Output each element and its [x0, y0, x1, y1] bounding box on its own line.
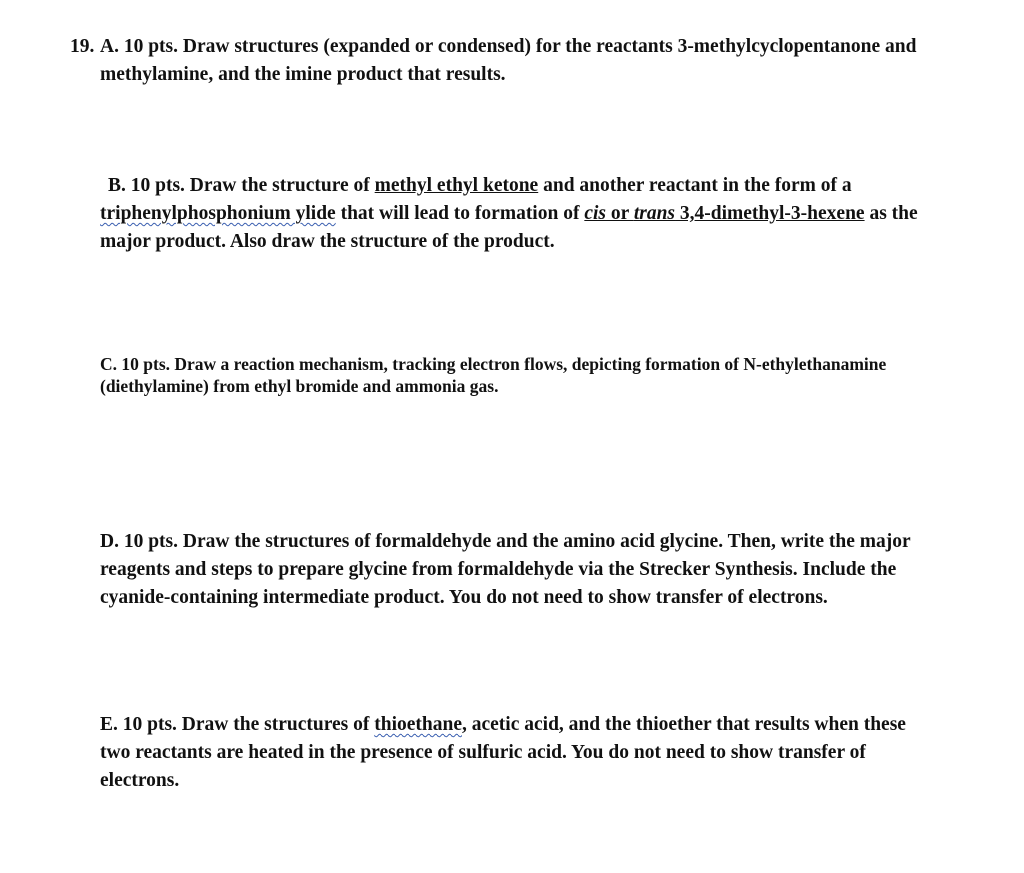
product-term [584, 203, 864, 224]
question-19e [100, 711, 1000, 795]
question-a-line2: methylamine, and the imine product that results. [100, 64, 506, 85]
question-b-text: B. 10 pts. Draw the structure of [108, 175, 375, 196]
question-a-line1: A. 10 pts. Draw structures (expanded or condensed) for the reactants 3-methylcyclopentanone and [100, 36, 917, 57]
question-d-line1: D. 10 pts. Draw the structures of formaldehyde and the amino acid glycine. Then, write the major [100, 531, 911, 552]
methyl-ethyl-ketone-term: methyl ethyl ketone [374, 175, 539, 196]
question-e-line3: electrons. [100, 770, 180, 791]
cis-term: cis [584, 203, 606, 224]
question-b-text: and another reactant in the form of a [538, 175, 852, 196]
question-19c [100, 353, 1000, 397]
trans-term: trans [633, 203, 676, 224]
question-b-line2 [100, 200, 1000, 228]
question-b-text: or [606, 203, 634, 224]
question-19b [100, 172, 1000, 256]
question-d-line2: reagents and steps to prepare glycine from formaldehyde via the Strecker Synthesis. Include the [100, 559, 897, 580]
question-c-line2: (diethylamine) from ethyl bromide and ammonia gas. [100, 376, 499, 396]
thioethane-term: thioethane [374, 714, 462, 735]
question-c-line1: C. 10 pts. Draw a reaction mechanism, tracking electron flows, depicting formation of N-ethylethanamine [100, 354, 887, 374]
question-b-line3: major product. Also draw the structure of the product. [100, 231, 555, 252]
hexene-term: 3,4-dimethyl-3-hexene [675, 203, 865, 224]
question-d-line3: cyanide-containing intermediate product. You do not need to show transfer of electrons. [100, 587, 828, 608]
question-b-text: that will lead to formation of [335, 203, 585, 224]
question-e-text: E. 10 pts. Draw the structures of [100, 714, 375, 735]
question-e-text: , acetic acid, and the thioether that results when these [462, 714, 906, 735]
ylide-term: triphenylphosphonium ylide [100, 203, 336, 224]
question-e-line2: two reactants are heated in the presence of sulfuric acid. You do not need to show transfer of [100, 742, 866, 763]
question-b-line1 [100, 172, 1000, 200]
question-19d [100, 528, 1000, 612]
question-19a [70, 33, 970, 89]
question-e-line1 [100, 711, 1000, 739]
question-b-text: as the [864, 203, 918, 224]
question-number: 19. [70, 36, 95, 57]
